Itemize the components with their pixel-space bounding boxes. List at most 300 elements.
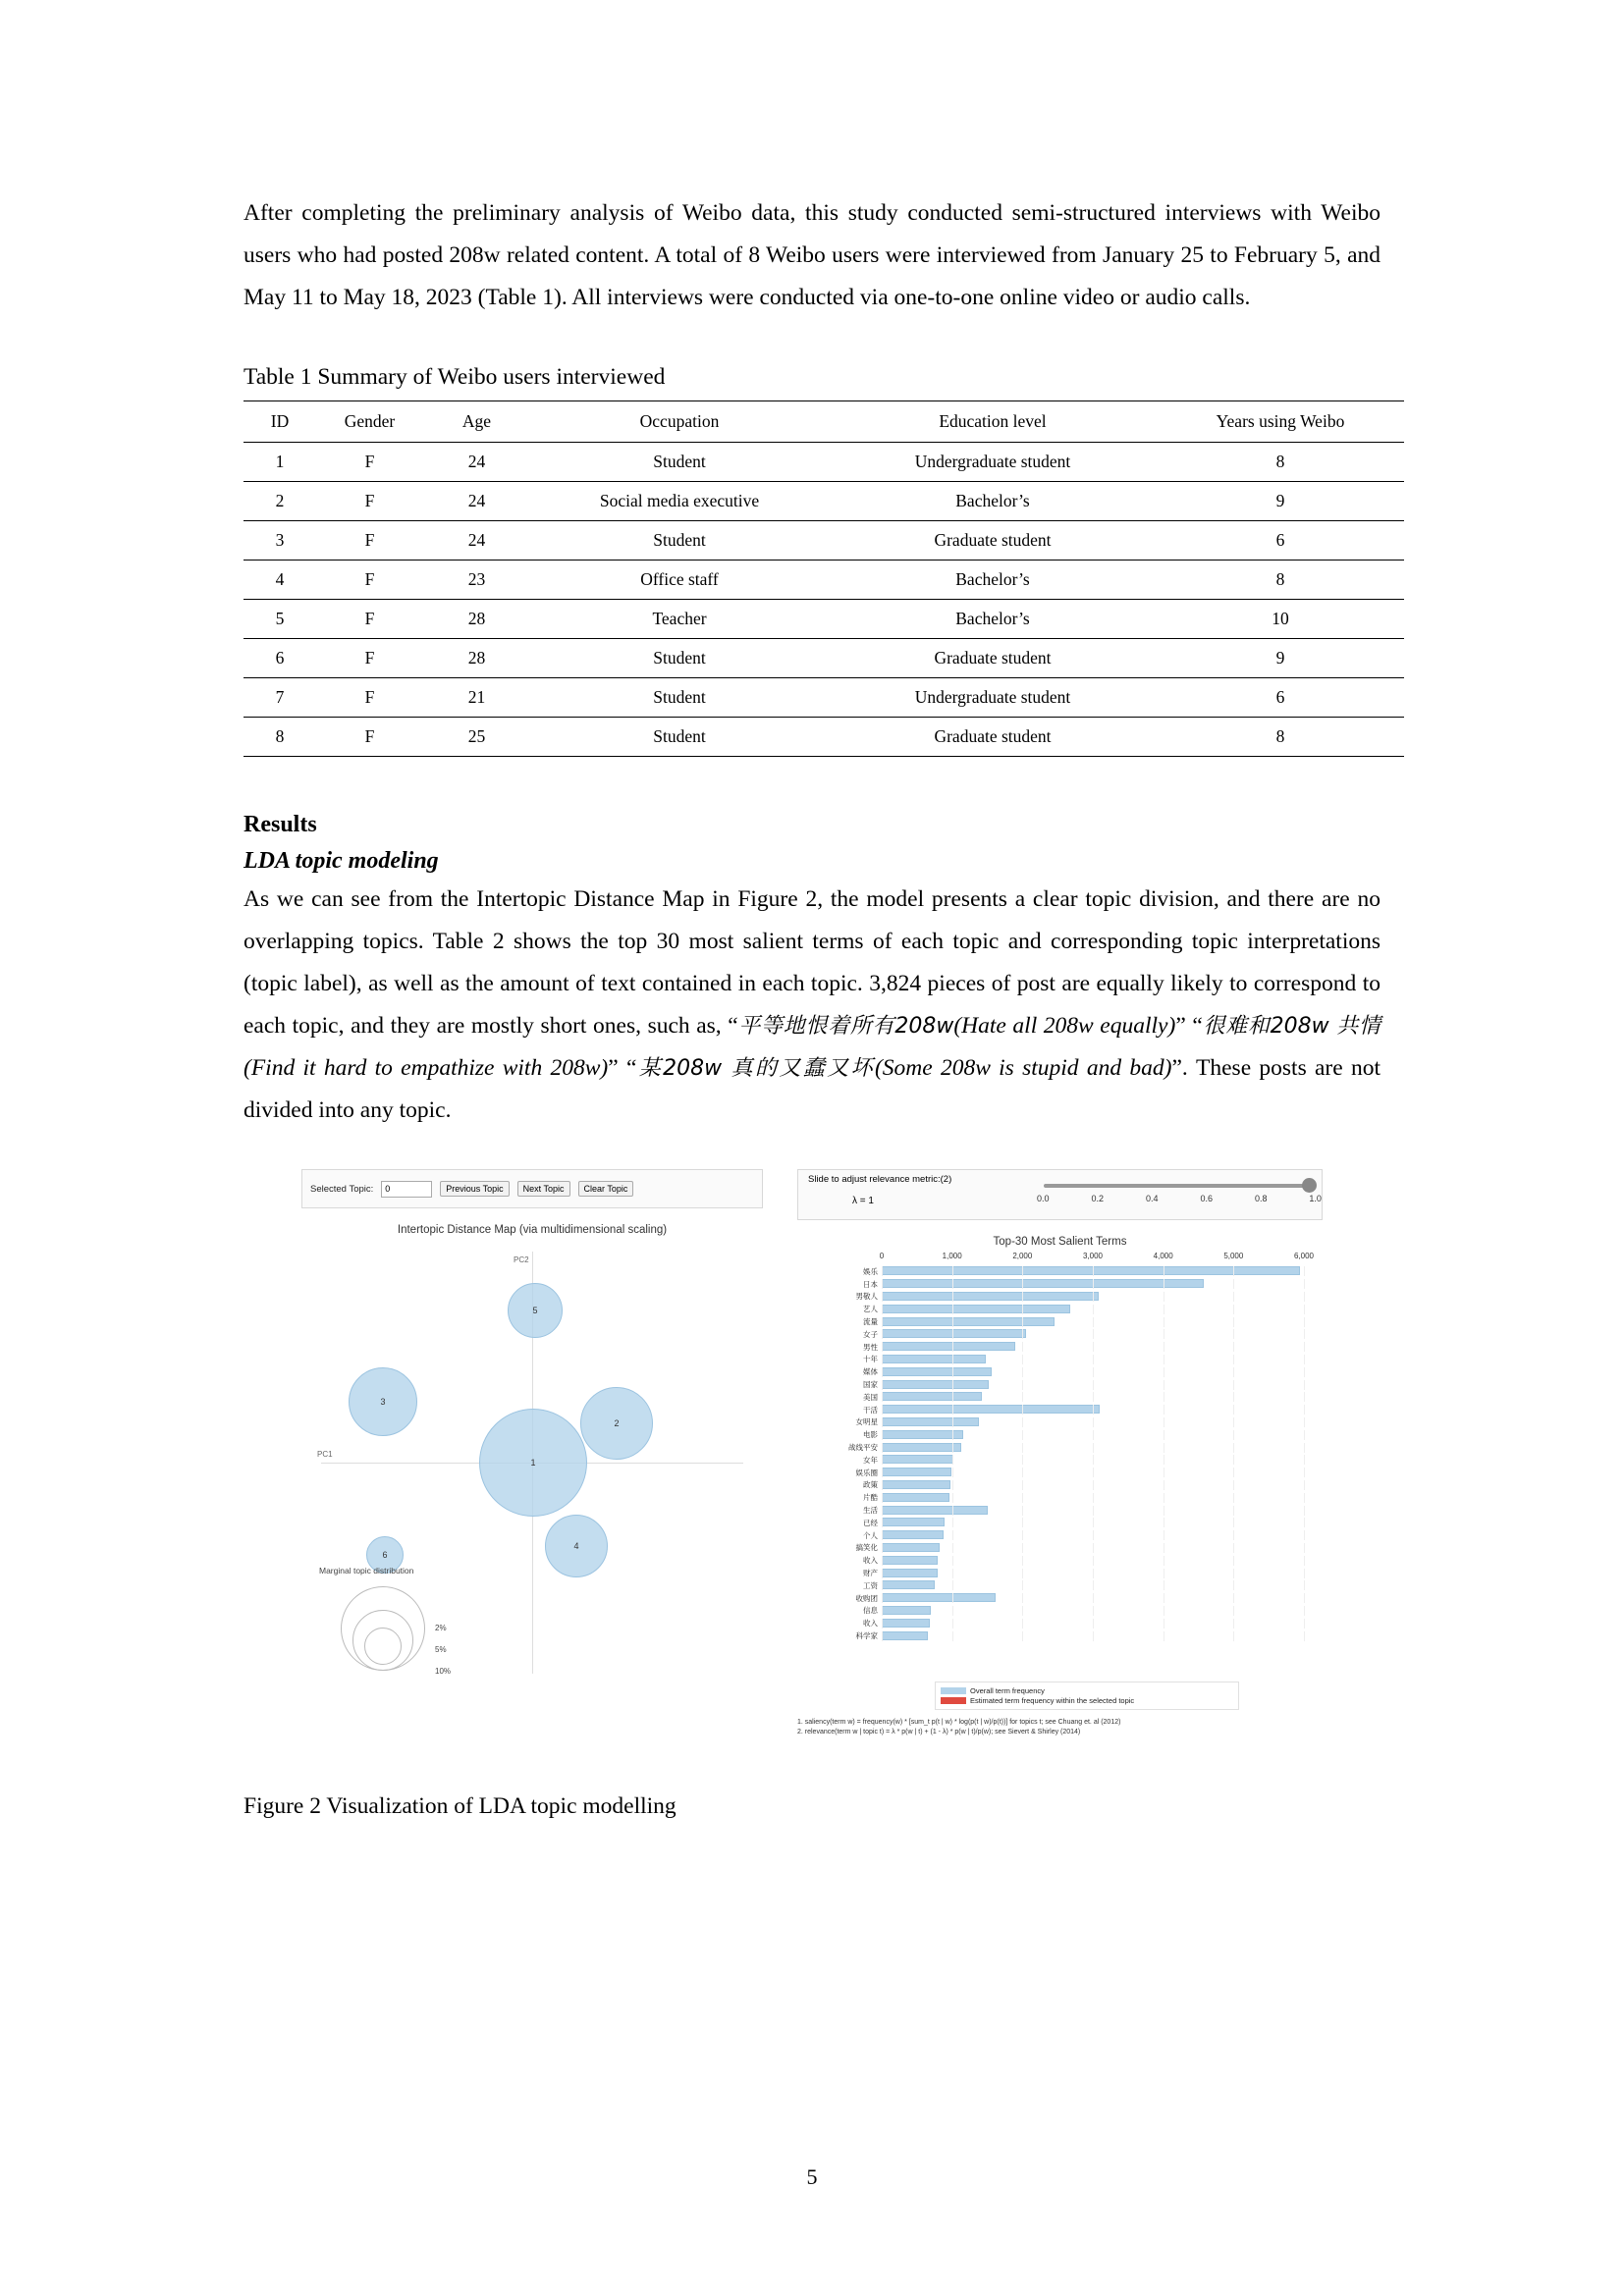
salient-term-row[interactable] (797, 1579, 1323, 1592)
grid-line (1233, 1392, 1234, 1402)
salient-term-track (882, 1430, 1304, 1440)
salient-term-row[interactable] (797, 1567, 1323, 1579)
salient-term-bar (882, 1305, 1070, 1313)
salient-term-track (882, 1443, 1304, 1453)
salient-term-label: 日本 (863, 1279, 878, 1289)
grid-line (1093, 1606, 1094, 1616)
cell-gender: F (316, 561, 423, 600)
selected-topic-label: Selected Topic: (310, 1183, 374, 1195)
salient-term-label: 搞笑化 (855, 1543, 878, 1553)
cell-gender: F (316, 521, 423, 561)
grid-line (1022, 1405, 1023, 1415)
x-tick: 5,000 (1223, 1252, 1244, 1260)
salient-term-row[interactable] (797, 1416, 1323, 1429)
grid-line (1233, 1342, 1234, 1352)
grid-line (1093, 1342, 1094, 1352)
grid-line (1304, 1430, 1305, 1440)
salient-term-bar (882, 1543, 940, 1552)
salient-term-label: 男性 (863, 1342, 878, 1352)
salient-term-label: 美国 (863, 1392, 878, 1402)
slider-tick-5: 1.0 (1309, 1194, 1322, 1203)
table1-caption: Table 1 Summary of Weibo users interviewed (244, 364, 666, 390)
grid-line (882, 1405, 883, 1415)
x-tick: 6,000 (1293, 1252, 1315, 1260)
grid-line (1304, 1468, 1305, 1477)
topic-bubble-4[interactable] (545, 1515, 608, 1577)
grid-line (1093, 1556, 1094, 1566)
grid-line (1022, 1279, 1023, 1289)
topic-bubble-2[interactable] (580, 1387, 653, 1460)
salient-term-row[interactable] (797, 1629, 1323, 1642)
grid-line (1022, 1543, 1023, 1553)
cell-years: 10 (1157, 600, 1404, 639)
salient-term-bar (882, 1430, 963, 1439)
grid-line (1093, 1530, 1094, 1540)
salient-term-label: 艺人 (863, 1305, 878, 1314)
salient-term-row[interactable] (797, 1479, 1323, 1492)
grid-line (1022, 1468, 1023, 1477)
salient-terms-panel (797, 1169, 1323, 1758)
legend-label-5: 5% (435, 1645, 447, 1654)
grid-line (1233, 1530, 1234, 1540)
grid-line (1233, 1593, 1234, 1603)
salient-term-track (882, 1279, 1304, 1289)
salient-term-track (882, 1556, 1304, 1566)
salient-term-track (882, 1506, 1304, 1516)
cell-age: 28 (423, 600, 530, 639)
salient-term-row[interactable] (797, 1291, 1323, 1304)
grid-line (1022, 1530, 1023, 1540)
grid-line (1304, 1543, 1305, 1553)
salient-term-bar (882, 1593, 996, 1602)
grid-line (882, 1279, 883, 1289)
cell-age: 24 (423, 521, 530, 561)
grid-line (1093, 1455, 1094, 1465)
cell-age: 25 (423, 718, 530, 757)
grid-line (1022, 1417, 1023, 1427)
th-gender: Gender (316, 401, 423, 443)
grid-line (1233, 1317, 1234, 1327)
grid-line (952, 1455, 953, 1465)
salient-term-row[interactable] (797, 1467, 1323, 1479)
figure2-wrapper (244, 1169, 1380, 1758)
table-row (244, 600, 1404, 639)
grid-line (1304, 1305, 1305, 1314)
topic-bubble-1[interactable] (479, 1409, 587, 1517)
table-row (244, 678, 1404, 718)
salient-term-bar (882, 1569, 938, 1577)
salient-term-track (882, 1631, 1304, 1641)
grid-line (1233, 1329, 1234, 1339)
salient-term-bar (882, 1279, 1204, 1288)
legend-swatch-estimated (941, 1697, 966, 1704)
slider-tick-3: 0.6 (1200, 1194, 1213, 1203)
cell-years: 8 (1157, 561, 1404, 600)
interview-summary-table (244, 400, 1404, 757)
grid-line (1093, 1569, 1094, 1578)
grid-line (1093, 1392, 1094, 1402)
grid-line (1022, 1631, 1023, 1641)
slider-tick-1: 0.2 (1091, 1194, 1104, 1203)
salient-term-track (882, 1342, 1304, 1352)
salient-terms-title: Top-30 Most Salient Terms (993, 1236, 1127, 1248)
x-tick: 0 (879, 1252, 885, 1260)
grid-line (882, 1305, 883, 1314)
quote3-chinese: 某208w 真的又蠢又坏 (636, 1056, 875, 1081)
legend-estimated-label: Estimated term frequency within the selected topic (970, 1696, 1135, 1705)
grid-line (1233, 1480, 1234, 1490)
grid-line (1022, 1569, 1023, 1578)
grid-line (1093, 1292, 1094, 1302)
grid-line (1022, 1606, 1023, 1616)
grid-line (952, 1569, 953, 1578)
quote2-english: (Find it hard to empathize with 208w) (244, 1055, 609, 1081)
cell-education: Bachelor’s (829, 561, 1157, 600)
salient-term-bar (882, 1443, 961, 1452)
cell-years: 9 (1157, 639, 1404, 678)
salient-term-label: 电影 (863, 1430, 878, 1440)
cell-occupation: Student (530, 639, 829, 678)
salient-term-bar (882, 1518, 945, 1526)
grid-line (1093, 1631, 1094, 1641)
grid-line (952, 1305, 953, 1314)
pyldavis-visualization (301, 1169, 1323, 1758)
next-topic-button[interactable]: Next Topic (517, 1181, 570, 1197)
grid-line (1304, 1580, 1305, 1590)
grid-line (882, 1292, 883, 1302)
grid-line (1093, 1593, 1094, 1603)
salient-term-label: 干活 (863, 1405, 878, 1415)
topic-toolbar[interactable] (301, 1169, 763, 1208)
grid-line (952, 1367, 953, 1377)
grid-line (1233, 1606, 1234, 1616)
salient-term-bar (882, 1355, 986, 1363)
salient-term-label: 国家 (863, 1380, 878, 1390)
legend-swatch-overall (941, 1687, 966, 1694)
grid-line (1233, 1266, 1234, 1276)
cell-occupation: Student (530, 678, 829, 718)
grid-line (952, 1329, 953, 1339)
grid-line (1233, 1543, 1234, 1553)
grid-line (1304, 1417, 1305, 1427)
figure2-caption: Figure 2 Visualization of LDA topic modelling (244, 1793, 677, 1819)
th-age: Age (423, 401, 530, 443)
salient-term-track (882, 1606, 1304, 1616)
cell-gender: F (316, 443, 423, 482)
salient-term-label: 战线平安 (848, 1443, 878, 1453)
table1-body (244, 443, 1404, 757)
grid-line (1304, 1619, 1305, 1629)
salient-term-label: 流量 (863, 1317, 878, 1327)
grid-line (1022, 1580, 1023, 1590)
topic-bubble-1-label: 1 (530, 1458, 536, 1468)
salient-term-track (882, 1593, 1304, 1603)
grid-line (882, 1569, 883, 1578)
table1-header-row (244, 401, 1404, 443)
salient-term-bar (882, 1580, 935, 1589)
section-heading-results: Results (244, 812, 317, 837)
salient-term-label: 科学家 (855, 1631, 878, 1640)
grid-line (1022, 1518, 1023, 1527)
salient-term-row[interactable] (797, 1454, 1323, 1467)
grid-line (1093, 1317, 1094, 1327)
marginal-distribution-title: Marginal topic distribution (319, 1566, 414, 1575)
cell-id: 2 (244, 482, 316, 521)
salient-term-row[interactable] (797, 1542, 1323, 1555)
cell-gender: F (316, 600, 423, 639)
grid-line (1304, 1493, 1305, 1503)
cell-education: Bachelor’s (829, 482, 1157, 521)
grid-line (1304, 1342, 1305, 1352)
grid-line (952, 1380, 953, 1390)
grid-line (1304, 1355, 1305, 1364)
grid-line (952, 1543, 953, 1553)
grid-line (882, 1556, 883, 1566)
cell-education: Undergraduate student (829, 443, 1157, 482)
grid-line (882, 1480, 883, 1490)
grid-line (1233, 1468, 1234, 1477)
salient-term-row[interactable] (797, 1592, 1323, 1605)
grid-line (1233, 1430, 1234, 1440)
grid-line (1093, 1380, 1094, 1390)
grid-line (952, 1506, 953, 1516)
relevance-slider-track[interactable] (1044, 1184, 1309, 1188)
grid-line (1022, 1430, 1023, 1440)
grid-line (1304, 1443, 1305, 1453)
legend-overall-label: Overall term frequency (970, 1686, 1045, 1695)
salient-term-bar (882, 1417, 979, 1426)
grid-line (1022, 1342, 1023, 1352)
salient-term-row[interactable] (797, 1554, 1323, 1567)
grid-line (1304, 1518, 1305, 1527)
axis-label-pc1: PC1 (317, 1450, 333, 1459)
salient-term-label: 收购团 (855, 1593, 878, 1603)
salient-term-bar (882, 1317, 1055, 1326)
cell-id: 7 (244, 678, 316, 718)
cell-id: 8 (244, 718, 316, 757)
salient-term-row[interactable] (797, 1529, 1323, 1542)
salient-term-label: 媒体 (863, 1367, 878, 1377)
grid-line (1233, 1405, 1234, 1415)
grid-line (1233, 1305, 1234, 1314)
salient-term-bar (882, 1329, 1026, 1338)
grid-line (952, 1480, 953, 1490)
relevance-slider-bar[interactable] (797, 1169, 1323, 1220)
table-row (244, 718, 1404, 757)
salient-term-track (882, 1455, 1304, 1465)
grid-line (1304, 1392, 1305, 1402)
cell-education: Graduate student (829, 718, 1157, 757)
salient-term-label: 娱乐圈 (855, 1468, 878, 1477)
grid-line (1093, 1279, 1094, 1289)
grid-line (952, 1631, 953, 1641)
grid-line (1022, 1493, 1023, 1503)
salient-term-bar (882, 1266, 1300, 1275)
grid-line (1093, 1468, 1094, 1477)
salient-term-row[interactable] (797, 1365, 1323, 1378)
salient-term-row[interactable] (797, 1328, 1323, 1341)
salient-term-track (882, 1580, 1304, 1590)
grid-line (952, 1266, 953, 1276)
salient-term-bar (882, 1506, 988, 1515)
salient-term-label: 收入 (863, 1556, 878, 1566)
salient-term-bar (882, 1631, 928, 1640)
grid-line (1304, 1292, 1305, 1302)
grid-line (882, 1606, 883, 1616)
relevance-slider-ticks (1037, 1194, 1322, 1203)
grid-line (952, 1518, 953, 1527)
topic-bubble-3[interactable] (349, 1367, 417, 1436)
table-row (244, 639, 1404, 678)
grid-line (882, 1593, 883, 1603)
grid-line (1093, 1329, 1094, 1339)
grid-line (882, 1631, 883, 1641)
salient-term-bar (882, 1367, 992, 1376)
cell-occupation: Teacher (530, 600, 829, 639)
grid-line (952, 1292, 953, 1302)
grid-line (1093, 1367, 1094, 1377)
salient-term-row[interactable] (797, 1303, 1323, 1315)
salient-term-track (882, 1380, 1304, 1390)
salient-term-bar (882, 1619, 930, 1628)
salient-term-row[interactable] (797, 1404, 1323, 1416)
grid-line (1233, 1279, 1234, 1289)
salient-term-label: 男敬人 (855, 1292, 878, 1302)
grid-line (1093, 1493, 1094, 1503)
grid-line (1022, 1455, 1023, 1465)
salient-term-row[interactable] (797, 1428, 1323, 1441)
quote1-chinese: 平等地恨着所有208w (737, 1014, 954, 1039)
grid-line (1304, 1569, 1305, 1578)
footnote-saliency: 1. saliency(term w) = frequency(w) * [sum_t p(t | w) * log(p(t | w)/p(t))] for topics t; see Chuang et. al (2012) (797, 1719, 1121, 1726)
previous-topic-button[interactable]: Previous Topic (440, 1181, 509, 1197)
term-frequency-legend (935, 1682, 1239, 1710)
relevance-slider-knob[interactable] (1302, 1178, 1317, 1193)
salient-term-row[interactable] (797, 1265, 1323, 1278)
grid-line (1093, 1266, 1094, 1276)
grid-line (1022, 1593, 1023, 1603)
page-content (244, 192, 1380, 1820)
salient-term-row[interactable] (797, 1278, 1323, 1291)
grid-line (1022, 1392, 1023, 1402)
salient-term-bar (882, 1455, 953, 1464)
salient-term-row[interactable] (797, 1441, 1323, 1454)
grid-line (882, 1266, 883, 1276)
grid-line (1093, 1443, 1094, 1453)
cell-occupation: Student (530, 443, 829, 482)
salient-term-row[interactable] (797, 1315, 1323, 1328)
salient-term-row[interactable] (797, 1378, 1323, 1391)
grid-line (952, 1405, 953, 1415)
grid-line (1022, 1266, 1023, 1276)
th-education: Education level (829, 401, 1157, 443)
salient-term-bar (882, 1342, 1015, 1351)
grid-line (1233, 1443, 1234, 1453)
grid-line (952, 1580, 953, 1590)
intertopic-map-title: Intertopic Distance Map (via multidimensional scaling) (397, 1224, 668, 1236)
grid-line (952, 1342, 953, 1352)
cell-years: 6 (1157, 678, 1404, 718)
grid-line (1093, 1580, 1094, 1590)
salient-term-row[interactable] (797, 1491, 1323, 1504)
relevance-slider-label: Slide to adjust relevance metric:(2) (808, 1174, 952, 1185)
salient-term-row[interactable] (797, 1391, 1323, 1404)
grid-line (952, 1593, 953, 1603)
salient-term-row[interactable] (797, 1341, 1323, 1354)
page-number: 5 (806, 2164, 818, 2189)
quote3-english: (Some 208w is stupid and bad) (874, 1055, 1172, 1081)
grid-line (1304, 1455, 1305, 1465)
salient-term-row[interactable] (797, 1504, 1323, 1517)
grid-line (952, 1392, 953, 1402)
cell-id: 5 (244, 600, 316, 639)
salient-term-track (882, 1292, 1304, 1302)
grid-line (1093, 1430, 1094, 1440)
grid-line (952, 1355, 953, 1364)
salient-term-row[interactable] (797, 1617, 1323, 1629)
grid-line (882, 1355, 883, 1364)
grid-line (1304, 1367, 1305, 1377)
topic-bubble-2-label: 2 (614, 1418, 620, 1428)
cell-id: 1 (244, 443, 316, 482)
footnote-relevance: 2. relevance(term w | topic t) = λ * p(w | t) + (1 - λ) * p(w | t)/p(w); see Sievert & Shirley (2014) (797, 1729, 1081, 1735)
salient-term-label: 女年 (863, 1455, 878, 1465)
quote-separator-2: ” “ (608, 1055, 637, 1081)
marginal-distribution-legend (341, 1580, 498, 1698)
salient-terms-x-axis (879, 1252, 1315, 1265)
cell-education: Graduate student (829, 639, 1157, 678)
lda-text-part1: As we can see from the Intertopic Distance Map in Figure 2, the model presents a clear topic division, and there are no overlapping topics. Table 2 shows the top 30 most salient terms of each topic and corresponding topic interpretations (topic label), as well as the amount of text contained in each topic. 3,824 pieces of post are equally likely to correspond to each topic, and they are mostly short ones, such as, “ (244, 886, 1380, 1039)
salient-term-label: 娛乐 (863, 1266, 878, 1276)
cell-gender: F (316, 482, 423, 521)
grid-line (1093, 1305, 1094, 1314)
salient-term-track (882, 1367, 1304, 1377)
intro-paragraph: After completing the preliminary analysis of Weibo data, this study conducted semi-structured interviews with Weibo users who had posted 208w related content. A total of 8 Weibo users were interviewed from January 25 to February 5, and May 11 to May 18, 2023 (Table 1). All interviews were conducted via one-to-one online video or audio calls. (244, 200, 1380, 310)
cell-age: 28 (423, 639, 530, 678)
grid-line (1233, 1367, 1234, 1377)
grid-line (1304, 1556, 1305, 1566)
grid-line (882, 1443, 883, 1453)
grid-line (1022, 1480, 1023, 1490)
grid-line (1233, 1518, 1234, 1527)
grid-line (1022, 1305, 1023, 1314)
cell-age: 24 (423, 443, 530, 482)
salient-term-label: 收入 (863, 1619, 878, 1629)
salient-term-label: 十年 (863, 1355, 878, 1364)
cell-occupation: Student (530, 521, 829, 561)
salient-term-row[interactable] (797, 1354, 1323, 1366)
salient-term-bar (882, 1556, 938, 1565)
table-row (244, 521, 1404, 561)
salient-term-bar (882, 1292, 1099, 1301)
grid-line (1304, 1329, 1305, 1339)
salient-term-track (882, 1266, 1304, 1276)
salient-term-row[interactable] (797, 1517, 1323, 1529)
grid-line (952, 1279, 953, 1289)
grid-line (1093, 1405, 1094, 1415)
grid-line (1304, 1317, 1305, 1327)
salient-term-track (882, 1417, 1304, 1427)
cell-years: 8 (1157, 718, 1404, 757)
selected-topic-input[interactable] (381, 1181, 432, 1198)
salient-term-row[interactable] (797, 1605, 1323, 1618)
grid-line (882, 1493, 883, 1503)
grid-line (1022, 1506, 1023, 1516)
clear-topic-button[interactable]: Clear Topic (578, 1181, 634, 1197)
grid-line (882, 1430, 883, 1440)
topic-bubble-5[interactable] (508, 1283, 563, 1338)
salient-term-label: 女子 (863, 1329, 878, 1339)
